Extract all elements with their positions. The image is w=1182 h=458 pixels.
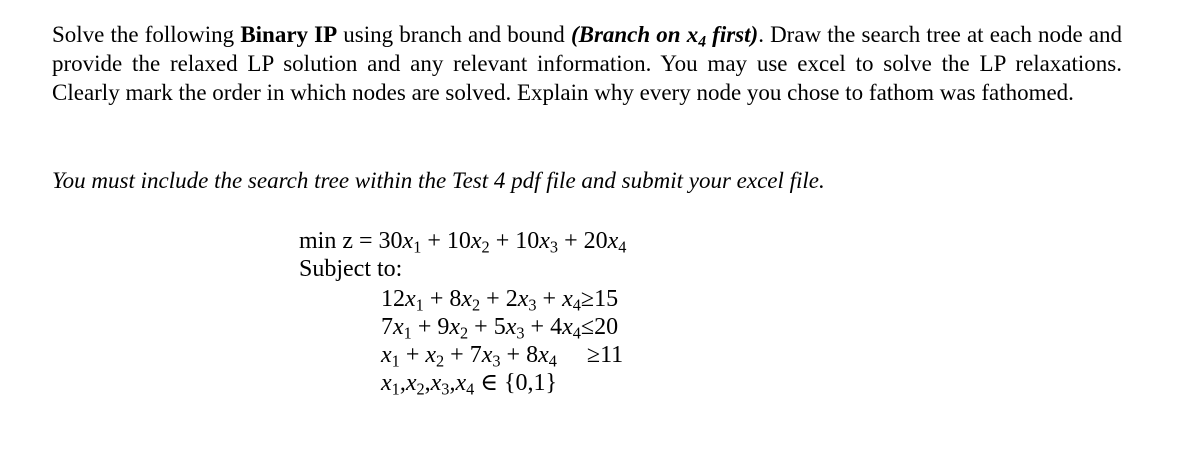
operator: + <box>489 228 516 254</box>
constraint-relation: ≥ <box>556 342 601 368</box>
objective-terms <box>378 228 627 257</box>
variable: x <box>607 228 619 254</box>
variable-subscript: 3 <box>516 323 525 343</box>
variable-subscript: 3 <box>492 351 501 371</box>
separator: , <box>424 370 431 396</box>
variable-subscript: 3 <box>528 295 537 315</box>
operator: + <box>444 342 470 368</box>
coefficient: 2 <box>505 286 518 312</box>
binary-ip-term: Binary IP <box>240 22 338 47</box>
variable: x <box>562 314 573 340</box>
variable: x <box>461 286 473 312</box>
operator: + <box>500 342 527 368</box>
variable-subscript: 1 <box>415 295 424 315</box>
operator: + <box>524 314 551 340</box>
operator: + <box>468 314 494 340</box>
separator: , <box>449 370 456 396</box>
subject-to-label: Subject to: <box>299 256 403 282</box>
domain-set: {0,1} <box>504 370 558 396</box>
coefficient: 10 <box>446 228 471 254</box>
separator: , <box>399 370 406 396</box>
constraint-lhs <box>381 342 557 371</box>
constraint-lhs <box>381 314 581 343</box>
operator: + <box>536 286 563 312</box>
coefficient: 8 <box>449 286 462 312</box>
operator: + <box>421 228 447 254</box>
objective-label: min z = <box>299 228 373 254</box>
variable-subscript: 4 <box>572 323 581 343</box>
variable-subscript: 4 <box>548 351 557 371</box>
variable: x <box>505 314 517 340</box>
variable: x <box>381 342 392 368</box>
variable: x <box>562 286 573 312</box>
variable-subscript: 2 <box>416 379 425 399</box>
variable: x <box>517 286 529 312</box>
coefficient: 30 <box>378 228 403 254</box>
variable: x <box>470 228 482 254</box>
statement-text: . Draw the search tree at each node and provide the relaxed LP solution and any relevant information. You may use excel to solve the LP relaxations. Clearly mark the order in which nodes are solved. Explain why every node you chose to fathom was fathomed. <box>52 22 1122 105</box>
variable: x <box>449 314 461 340</box>
operator: + <box>411 314 438 340</box>
constraint-rhs: 15 <box>594 286 619 312</box>
variable-subscript: 2 <box>472 295 481 315</box>
constraint-relation: ≥ <box>580 286 595 312</box>
variable: x <box>455 370 467 396</box>
coefficient: 7 <box>469 342 482 368</box>
constraint-3 <box>381 340 623 370</box>
submission-note: You must include the search tree within the Test 4 pdf file and submit your excel file. <box>52 168 825 193</box>
variable: x <box>481 342 493 368</box>
constraint-rhs: 11 <box>600 342 624 368</box>
problem-statement <box>52 20 1122 107</box>
operator: + <box>480 286 506 312</box>
variable-subscript: 1 <box>413 237 422 257</box>
statement-text: using branch and bound <box>337 22 571 47</box>
objective-function <box>299 226 626 256</box>
coefficient: 4 <box>550 314 563 340</box>
variable-subscript: 2 <box>436 351 445 371</box>
variable: x <box>381 370 392 396</box>
constraint-rhs: 20 <box>594 314 619 340</box>
variable-subscript: 2 <box>481 237 490 257</box>
variable: x <box>425 342 437 368</box>
constraint-1 <box>381 284 618 314</box>
coefficient: 8 <box>526 342 539 368</box>
constraint-lhs <box>381 286 581 315</box>
variable-domain <box>381 368 557 398</box>
variable-subscript: 4 <box>618 237 627 257</box>
variable: x <box>430 370 442 396</box>
coefficient: 20 <box>583 228 608 254</box>
variable: x <box>538 342 549 368</box>
branching-instruction: (Branch on $x_4$ first) <box>570 22 759 51</box>
coefficient: 9 <box>437 314 450 340</box>
variable: x <box>393 314 404 340</box>
operator: + <box>558 228 584 254</box>
variable-subscript: 1 <box>403 323 412 343</box>
variable-subscript: 4 <box>466 379 475 399</box>
operator: + <box>399 342 426 368</box>
statement-text: Solve the following <box>52 22 241 47</box>
operator: + <box>423 286 450 312</box>
variable-subscript: 3 <box>549 237 559 257</box>
variable-subscript: 4 <box>572 295 581 315</box>
variable: x <box>405 370 417 396</box>
coefficient: 12 <box>381 286 405 312</box>
variable: x <box>402 228 414 254</box>
variable-subscript: 2 <box>460 323 469 343</box>
domain-relation: ∈ <box>474 370 505 396</box>
variable-subscript: 1 <box>391 379 400 399</box>
variable-subscript: 3 <box>441 379 450 399</box>
variable: x <box>405 286 416 312</box>
coefficient: 10 <box>515 228 540 254</box>
variable-subscript: 1 <box>391 351 400 371</box>
constraint-relation: ≤ <box>580 314 595 340</box>
constraint-2 <box>381 312 618 342</box>
variable: x <box>539 228 550 254</box>
coefficient: 7 <box>381 314 393 340</box>
coefficient: 5 <box>493 314 506 340</box>
